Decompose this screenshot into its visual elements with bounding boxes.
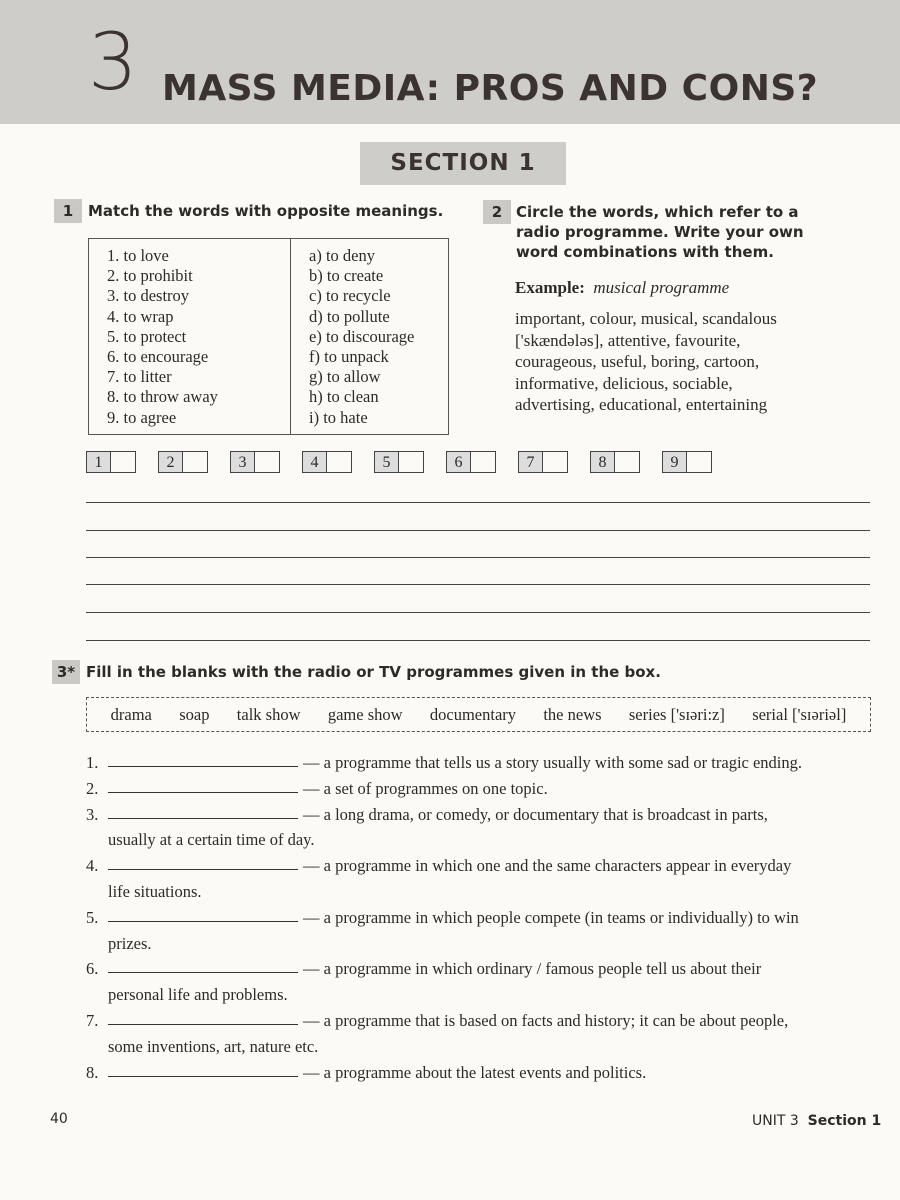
item-number: 2. (86, 778, 99, 798)
item-number: 5. (86, 907, 99, 927)
match-right-item: i) to hate (309, 407, 368, 427)
item-definition-continued: some inventions, art, nature etc. (108, 1036, 319, 1056)
fill-in-items (86, 750, 876, 1085)
match-left-item: 1. to love (107, 246, 169, 265)
fill-in-item (86, 956, 876, 1008)
fill-in-item (86, 853, 876, 905)
item-definition: — a programme in which ordinary / famous people tell us about their (303, 959, 762, 979)
answer-box-input[interactable] (183, 451, 208, 473)
box-word: the news (543, 704, 602, 724)
answer-blank[interactable] (108, 776, 298, 793)
item-number: 8. (86, 1062, 99, 1082)
answer-box-input[interactable] (255, 451, 280, 473)
item-definition-continued: personal life and problems. (108, 985, 288, 1005)
match-right-item: f) to unpack (309, 347, 389, 367)
answer-box-number: 2 (158, 451, 183, 473)
matching-table (88, 238, 449, 435)
match-left-item: 2. to prohibit (107, 266, 193, 286)
match-right-item: e) to discourage (309, 326, 415, 346)
fill-in-item (86, 1008, 876, 1060)
writing-line[interactable] (86, 557, 870, 558)
answer-box (446, 451, 496, 473)
match-right-item: h) to clean (309, 387, 379, 407)
answer-blank[interactable] (108, 750, 298, 767)
answer-blank[interactable] (108, 802, 298, 819)
match-left-item: 5. to protect (107, 326, 187, 346)
answer-box (302, 451, 352, 473)
box-word: documentary (429, 704, 517, 724)
exercise-1-number: 1 (54, 199, 82, 223)
item-number: 1. (86, 753, 99, 772)
page-number: 40 (50, 1111, 68, 1127)
match-left-item: 8. to throw away (107, 387, 218, 407)
item-definition: — a programme that is based on facts and history; it can be about people, (303, 1010, 789, 1030)
answer-box (518, 451, 568, 473)
answer-box-number: 8 (590, 451, 615, 473)
answer-box-input[interactable] (615, 451, 640, 473)
match-right-item: d) to pollute (309, 306, 390, 326)
answer-box-number: 6 (446, 451, 471, 473)
box-word: series ['sɪəri:z] (628, 704, 725, 724)
example-label: Example: (515, 278, 585, 297)
unit-number: 3 (88, 18, 138, 108)
item-number: 7. (86, 1010, 99, 1030)
item-definition-continued: prizes. (108, 933, 152, 953)
match-right-item: a) to deny (309, 246, 375, 265)
answer-box-input[interactable] (543, 451, 568, 473)
answer-blank[interactable] (108, 905, 298, 922)
word-list-line: important, colour, musical, scandalous (515, 309, 777, 328)
exercise-2-number: 2 (483, 200, 511, 224)
match-left-item: 6. to encourage (107, 347, 209, 367)
fill-in-item (86, 750, 876, 776)
box-word: serial ['sɪəriəl] (752, 704, 847, 724)
box-word: soap (179, 704, 210, 724)
exercise-3-number: 3* (52, 660, 80, 684)
fill-in-item (86, 1060, 876, 1086)
box-word: drama (110, 704, 152, 724)
answer-box-input[interactable] (399, 451, 424, 473)
item-definition: — a programme in which people compete (in teams or individually) to win (303, 907, 799, 927)
fill-in-item (86, 802, 876, 854)
answer-box (158, 451, 208, 473)
item-number: 6. (86, 959, 99, 979)
writing-line[interactable] (86, 612, 870, 613)
answer-box (230, 451, 280, 473)
answer-box-number: 3 (230, 451, 255, 473)
answer-box-number: 4 (302, 451, 327, 473)
word-list-line: ['skændələs], attentive, favourite, (515, 330, 741, 350)
answer-box-input[interactable] (327, 451, 352, 473)
word-list-line: courageous, useful, boring, cartoon, (515, 352, 760, 371)
box-word: talk show (236, 704, 301, 724)
matching-right-column (291, 239, 414, 434)
example (515, 278, 729, 298)
answer-box-input[interactable] (687, 451, 712, 473)
section-label: SECTION 1 (360, 142, 566, 185)
answer-blank[interactable] (108, 956, 298, 973)
item-definition: — a programme in which one and the same characters appear in everyday (303, 856, 792, 876)
match-right-item: b) to create (309, 266, 384, 286)
writing-line[interactable] (86, 640, 870, 641)
item-definition: — a programme that tells us a story usually with some sad or tragic ending. (303, 753, 803, 772)
match-left-item: 4. to wrap (107, 306, 174, 326)
match-left-item: 7. to litter (107, 367, 172, 387)
answer-box (590, 451, 640, 473)
exercise-3-instruction: Fill in the blanks with the radio or TV programmes given in the box. (86, 663, 661, 681)
word-list (515, 308, 845, 416)
item-definition: — a programme about the latest events and politics. (303, 1062, 647, 1082)
match-left-item: 9. to agree (107, 407, 177, 427)
exercise-1-instruction: Match the words with opposite meanings. (88, 202, 444, 220)
matching-left-column (89, 239, 291, 434)
answer-blank[interactable] (108, 1008, 298, 1025)
exercise-2-instruction: Circle the words, which refer to a radio programme. Write your own word combinations with them. (516, 203, 804, 261)
fill-in-item (86, 905, 876, 957)
item-number: 3. (86, 804, 99, 824)
match-left-item: 3. to destroy (107, 286, 190, 306)
word-list-line: advertising, educational, entertaining (515, 395, 768, 414)
footer-section: Section 1 (807, 1113, 882, 1129)
example-text: musical programme (593, 278, 730, 297)
fill-in-item (86, 776, 876, 802)
match-right-item: g) to allow (309, 367, 381, 387)
item-number: 4. (86, 856, 99, 876)
item-definition-continued: life situations. (108, 881, 202, 901)
answer-box-number: 9 (662, 451, 687, 473)
answer-boxes (86, 451, 734, 473)
footer-unit-label: UNIT 3 (752, 1113, 799, 1129)
footer-unit (752, 1113, 881, 1129)
answer-box (374, 451, 424, 473)
answer-box-input[interactable] (471, 451, 496, 473)
answer-box-number: 7 (518, 451, 543, 473)
answer-box-number: 1 (86, 451, 111, 473)
match-right-item: c) to recycle (309, 286, 391, 306)
word-box (86, 697, 871, 732)
chapter-title: MASS MEDIA: PROS AND CONS? (162, 68, 819, 109)
item-definition-continued: usually at a certain time of day. (108, 830, 315, 850)
answer-box (86, 451, 136, 473)
word-list-line: informative, delicious, sociable, (515, 373, 733, 393)
answer-box-number: 5 (374, 451, 399, 473)
box-word: game show (327, 704, 403, 724)
writing-line[interactable] (86, 530, 870, 531)
answer-blank[interactable] (108, 853, 298, 870)
writing-line[interactable] (86, 584, 870, 585)
writing-line[interactable] (86, 502, 870, 503)
answer-box-input[interactable] (111, 451, 136, 473)
item-definition: — a long drama, or comedy, or documentary that is broadcast in parts, (303, 804, 768, 824)
item-definition: — a set of programmes on one topic. (303, 778, 548, 798)
answer-blank[interactable] (108, 1060, 298, 1077)
answer-box (662, 451, 712, 473)
